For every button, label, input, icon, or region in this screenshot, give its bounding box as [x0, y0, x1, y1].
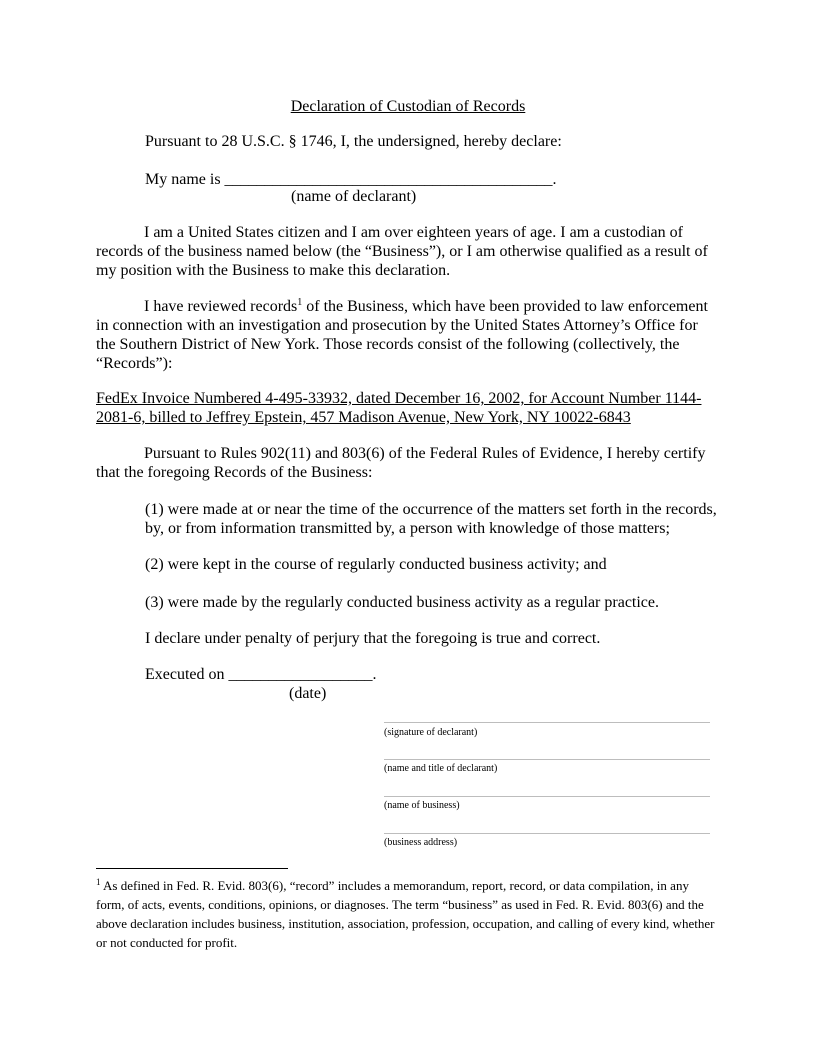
certification-item-2: (2) were kept in the course of regularly conducted business activity; and: [145, 556, 607, 573]
business-name-label: (name of business): [384, 800, 460, 811]
intro-statement: Pursuant to 28 U.S.C. § 1746, I, the undersigned, hereby declare:: [145, 133, 562, 150]
perjury-declaration: I declare under penalty of perjury that the foregoing is true and correct.: [145, 630, 601, 647]
records-description: FedEx Invoice Numbered 4-495-33932, dated December 16, 2002, for Account Number 1144-2081-6, billed to Jeffrey Epstein, 457 Madison Avenue, New York, NY 10022-6843: [96, 390, 702, 426]
name-blank[interactable]: _________________________________________: [224, 171, 553, 188]
footnote-text: As defined in Fed. R. Evid. 803(6), “record” includes a memorandum, report, record, or data compilation, in any form, of acts, events, conditions, opinions, or diagnoses. The term “business” as used in Fed. R. Evid. 803(6) and the above declaration includes business, institution, association, profession, occupation, and calling of every kind, whether or not conducted for profit.: [96, 878, 715, 950]
name-caption: (name of declarant): [291, 188, 417, 205]
footnote-reference: 1: [297, 297, 303, 308]
footnote-divider: [96, 868, 288, 869]
signature-line[interactable]: [384, 722, 710, 723]
footnote: [96, 876, 720, 952]
name-title-label: (name and title of declarant): [384, 763, 498, 774]
certification-item-1: (1) were made at or near the time of the occurrence of the matters set forth in the records, by, or from information transmitted by, a person with knowledge of those matters;: [145, 501, 717, 537]
executed-line: Executed on __________________.: [145, 666, 377, 683]
rules-paragraph: Pursuant to Rules 902(11) and 803(6) of the Federal Rules of Evidence, I hereby certify that the foregoing Records of the Business:: [96, 445, 706, 481]
name-title-line[interactable]: [384, 759, 710, 760]
name-label: My name is: [145, 171, 225, 188]
date-caption: (date): [289, 685, 327, 702]
citizen-paragraph: I am a United States citizen and I am over eighteen years of age. I am a custodian of records of the business named below (the “Business”), or I am otherwise qualified as a result of my position with the Business to make this declaration.: [96, 224, 708, 279]
date-blank[interactable]: __________________: [228, 666, 373, 683]
certification-item-3: (3) were made by the regularly conducted business activity as a regular practice.: [145, 594, 660, 611]
signature-label: (signature of declarant): [384, 727, 478, 738]
declarant-name-line: My name is _________________________________________.: [145, 171, 557, 188]
business-address-label: (business address): [384, 837, 458, 848]
footnote-number: 1: [96, 877, 101, 887]
document-title: Declaration of Custodian of Records: [290, 98, 526, 115]
business-name-line[interactable]: [384, 796, 710, 797]
business-address-line[interactable]: [384, 833, 710, 834]
reviewed-paragraph: I have reviewed records$^1$ of the Business, which have been provided to law enforcement in connection with an investigation and prosecution by the United States Attorney’s Office for the Southern District of New York. Those records consist of the following (collectively, the “Records”):: [96, 297, 708, 372]
